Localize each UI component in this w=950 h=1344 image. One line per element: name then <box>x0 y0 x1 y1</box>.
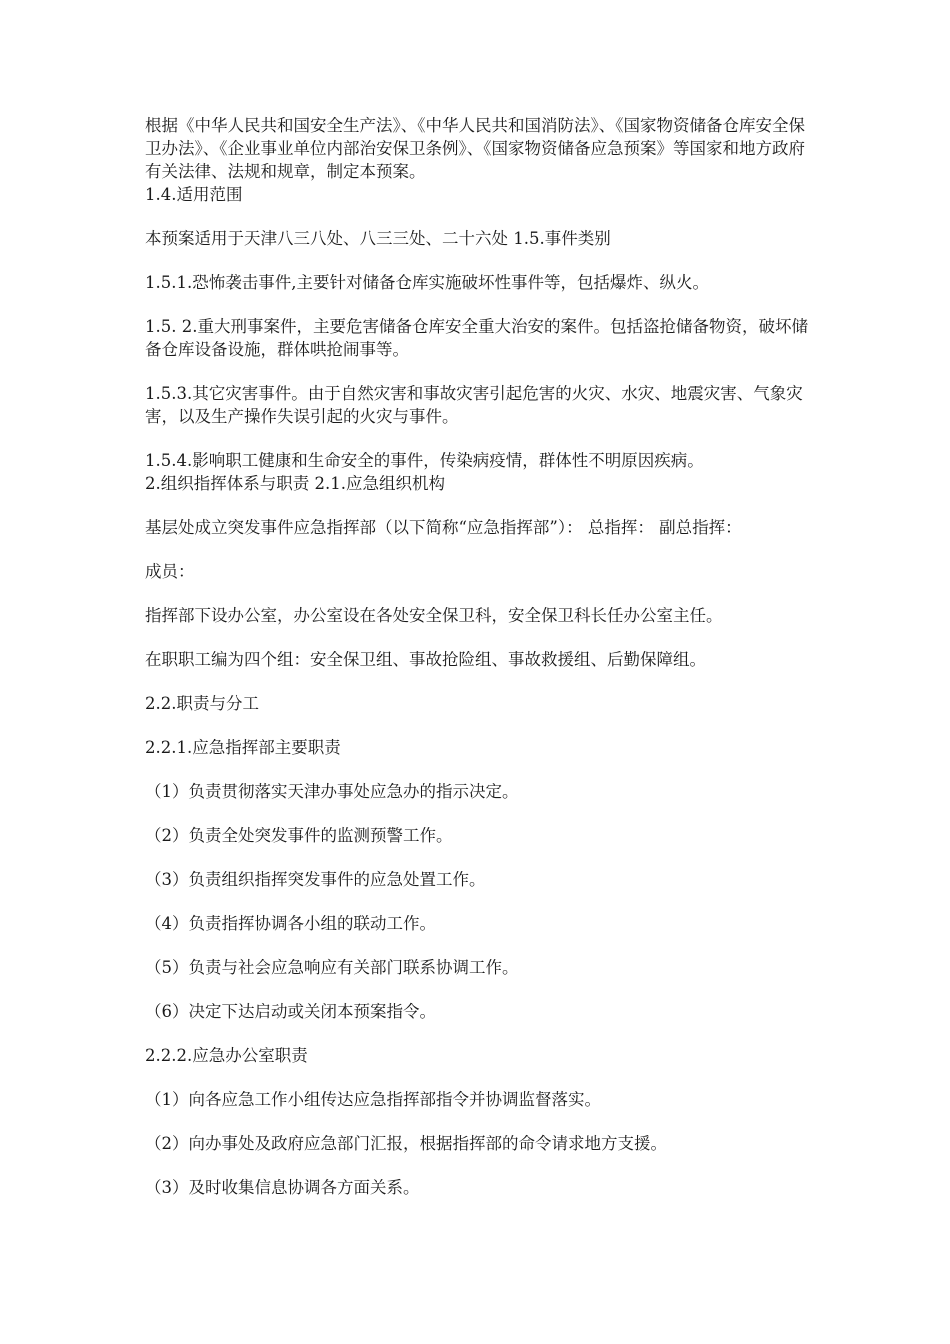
command-structure: 基层处成立突发事件应急指挥部（以下简称“应急指挥部”）： 总指挥： 副总指挥： <box>145 518 742 537</box>
heading-scope: 1.4.适用范围 <box>145 185 243 204</box>
heading-organization: 2.组织指挥体系与职责 2.1.应急组织机构 <box>145 474 445 493</box>
scope-paragraph: 本预案适用于天津八三八处、八三三处、二十六处 1.5.事件类别 <box>145 229 611 248</box>
office-setup: 指挥部下设办公室，办公室设在各处安全保卫科，安全保卫科长任办公室主任。 <box>145 606 723 625</box>
office-duty-1: （1）向各应急工作小组传达应急指挥部指令并协调监督落实。 <box>145 1090 601 1109</box>
staff-groups: 在职职工编为四个组：安全保卫组、事故抢险组、事故救援组、后勤保障组。 <box>145 650 706 669</box>
command-duty-2: （2）负责全处突发事件的监测预警工作。 <box>145 826 453 845</box>
command-duty-4: （4）负责指挥协调各小组的联动工作。 <box>145 914 436 933</box>
event-type-1: 1.5.1.恐怖袭击事件,主要针对储备仓库实施破坏性事件等，包括爆炸、纵火。 <box>145 273 709 292</box>
heading-command-duties: 2.2.1.应急指挥部主要职责 <box>145 738 341 757</box>
command-duty-3: （3）负责组织指挥突发事件的应急处置工作。 <box>145 870 486 889</box>
document-body <box>145 114 810 1199</box>
office-duty-2: （2）向办事处及政府应急部门汇报，根据指挥部的命令请求地方支援。 <box>145 1134 667 1153</box>
members-label: 成员： <box>145 562 195 581</box>
event-type-4: 1.5.4.影响职工健康和生命安全的事件，传染病疫情，群体性不明原因疾病。 <box>145 451 704 470</box>
office-duty-3: （3）及时收集信息协调各方面关系。 <box>145 1178 420 1197</box>
event-type-3: 1.5.3.其它灾害事件。由于自然灾害和事故灾害引起危害的火灾、水灾、地震灾害、气象灾害，以及生产操作失误引起的火灾与事件。 <box>145 384 803 426</box>
command-duty-6: （6）决定下达启动或关闭本预案指令。 <box>145 1002 436 1021</box>
heading-duties: 2.2.职责与分工 <box>145 694 259 713</box>
intro-legal-basis: 根据《中华人民共和国安全生产法》、《中华人民共和国消防法》、《国家物资储备仓库安全保卫办法》、《企业事业单位内部治安保卫条例》、《国家物资储备应急预案》等国家和地方政府有关法律、法规和规章，制定本预案。 <box>145 116 805 181</box>
command-duty-5: （5）负责与社会应急响应有关部门联系协调工作。 <box>145 958 519 977</box>
heading-office-duties: 2.2.2.应急办公室职责 <box>145 1046 308 1065</box>
event-type-2: 1.5. 2.重大刑事案件，主要危害储备仓库安全重大治安的案件。包括盗抢储备物资，破坏储备仓库设备设施，群体哄抢闹事等。 <box>145 317 808 359</box>
command-duty-1: （1）负责贯彻落实天津办事处应急办的指示决定。 <box>145 782 519 801</box>
